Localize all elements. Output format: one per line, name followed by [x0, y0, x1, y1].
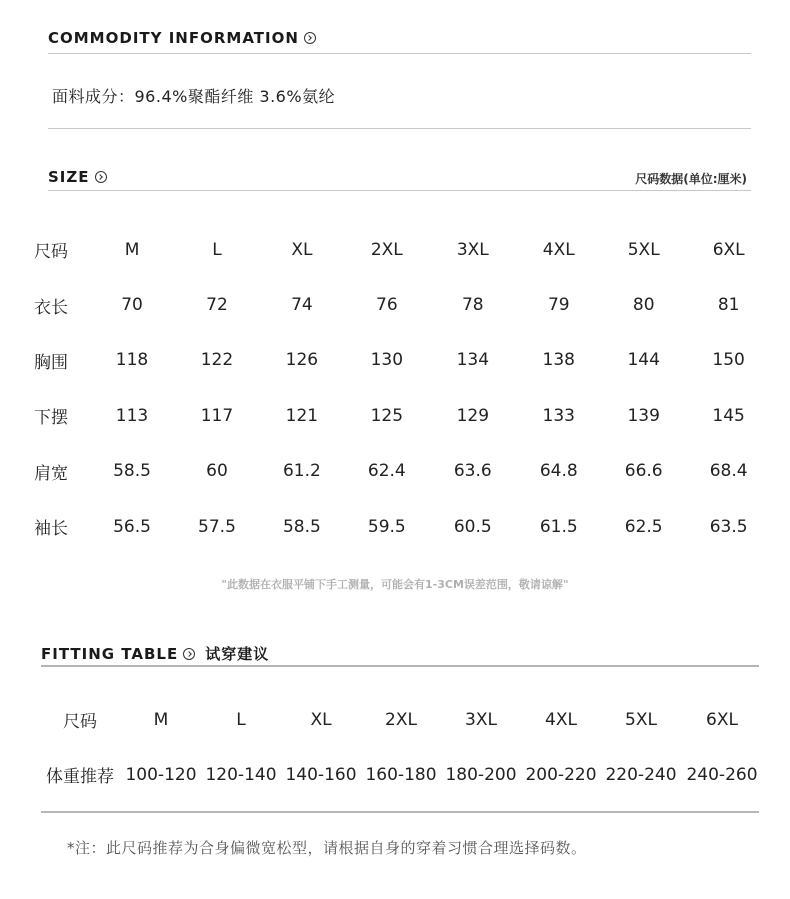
table-cell: 63.6 — [453, 461, 492, 482]
table-cell: 113 — [115, 405, 149, 426]
table-cell: 130 — [370, 350, 404, 371]
table-cell: 68.4 — [709, 461, 748, 482]
table-cell: 3XL — [465, 709, 497, 730]
row-label: 下摆 — [34, 408, 68, 429]
table-cell: 125 — [370, 405, 404, 426]
table-row — [39, 747, 763, 802]
table-cell: L — [236, 709, 246, 730]
table-cell: 5XL — [627, 239, 660, 260]
table-cell: 61.5 — [539, 516, 578, 537]
measurement-note: "此数据在衣服平铺下手工测量，可能会有1-3CM误差范围，敬请谅解" — [221, 578, 569, 591]
table-cell: 2XL — [385, 709, 417, 730]
table-cell: 74 — [291, 295, 313, 316]
table-cell: 200-220 — [525, 764, 597, 785]
table-cell: 60.5 — [453, 516, 492, 537]
table-cell: 100-120 — [125, 764, 197, 785]
fabric-divider — [48, 128, 751, 129]
table-cell: 4XL — [542, 239, 575, 260]
row-label: 衣长 — [34, 297, 68, 318]
circle-chevron-right-icon — [183, 648, 195, 660]
table-cell: 118 — [115, 350, 149, 371]
table-cell: 138 — [542, 350, 575, 371]
table-cell: 62.5 — [624, 516, 663, 537]
table-cell: 61.2 — [282, 461, 321, 482]
table-cell: 5XL — [625, 709, 657, 730]
table-cell: XL — [310, 709, 332, 730]
table-cell: 76 — [376, 295, 398, 316]
table-cell: L — [212, 239, 222, 260]
fitting-table — [39, 692, 763, 802]
table-cell: 4XL — [545, 709, 577, 730]
table-row — [34, 333, 768, 388]
row-label: 尺码 — [63, 712, 97, 732]
table-cell: 160-180 — [365, 764, 437, 785]
row-label: 袖长 — [34, 519, 68, 540]
table-cell: 144 — [627, 350, 660, 371]
table-cell: 63.5 — [709, 516, 748, 537]
commodity-title — [48, 29, 316, 47]
size-divider — [48, 190, 751, 191]
table-cell: 220-240 — [605, 764, 677, 785]
table-cell: 121 — [285, 405, 319, 426]
table-cell: M — [153, 709, 169, 730]
table-row — [34, 388, 768, 443]
size-title-text: SIZE — [48, 168, 90, 186]
table-cell: 145 — [712, 405, 745, 426]
table-cell: 78 — [461, 295, 484, 316]
fitting-subtitle: 试穿建议 — [205, 645, 270, 663]
table-cell: 117 — [200, 405, 234, 426]
table-cell: 58.5 — [282, 516, 321, 537]
table-cell: 60 — [206, 461, 228, 482]
table-cell: 62.4 — [367, 461, 406, 482]
size-table — [34, 222, 768, 554]
commodity-title-text: COMMODITY INFORMATION — [48, 29, 299, 47]
table-cell: 133 — [542, 405, 575, 426]
table-row — [34, 499, 768, 554]
table-cell: 59.5 — [367, 516, 406, 537]
table-cell: 79 — [547, 295, 570, 316]
fitting-divider — [41, 665, 759, 667]
table-cell: 3XL — [456, 239, 489, 260]
table-cell: M — [124, 239, 140, 260]
table-cell: 80 — [632, 295, 655, 316]
table-cell: XL — [291, 239, 313, 260]
table-cell: 134 — [456, 350, 490, 371]
table-cell: 72 — [206, 295, 228, 316]
table-cell: 64.8 — [539, 461, 578, 482]
table-cell: 140-160 — [285, 764, 357, 785]
size-title — [48, 168, 107, 186]
table-cell: 150 — [712, 350, 745, 371]
table-cell: 81 — [717, 295, 740, 316]
commodity-divider — [48, 53, 751, 54]
table-cell: 6XL — [706, 709, 738, 730]
fitting-title — [41, 643, 269, 664]
table-cell: 120-140 — [205, 764, 277, 785]
table-cell: 58.5 — [113, 461, 151, 482]
row-label: 肩宽 — [34, 463, 68, 484]
table-cell: 56.5 — [113, 516, 151, 537]
table-row — [39, 692, 763, 747]
table-cell: 66.6 — [624, 461, 663, 482]
footnote: *注：此尺码推荐为合身偏微宽松型，请根据自身的穿着习惯合理选择码数。 — [67, 839, 587, 857]
table-cell: 180-200 — [445, 764, 517, 785]
row-label: 体重推荐 — [46, 767, 114, 787]
fabric-composition: 面料成分：96.4%聚酯纤维 3.6%氨纶 — [52, 87, 336, 106]
table-row — [34, 444, 768, 499]
circle-chevron-right-icon — [304, 32, 316, 44]
table-cell: 129 — [456, 405, 490, 426]
table-cell: 139 — [627, 405, 660, 426]
table-cell: 70 — [121, 295, 143, 316]
table-cell: 240-260 — [686, 764, 758, 785]
size-unit: 尺码数据(单位:厘米) — [635, 172, 747, 186]
table-cell: 6XL — [712, 239, 745, 260]
row-label: 胸围 — [34, 352, 68, 373]
fitting-bottom-divider — [41, 811, 759, 813]
row-label: 尺码 — [34, 242, 68, 263]
fitting-title-text: FITTING TABLE — [41, 644, 179, 663]
circle-chevron-right-icon — [95, 171, 107, 183]
table-row — [34, 222, 768, 277]
table-cell: 126 — [285, 350, 319, 371]
table-cell: 2XL — [370, 239, 403, 260]
table-cell: 122 — [200, 350, 234, 371]
table-cell: 57.5 — [198, 516, 236, 537]
table-row — [34, 277, 768, 332]
